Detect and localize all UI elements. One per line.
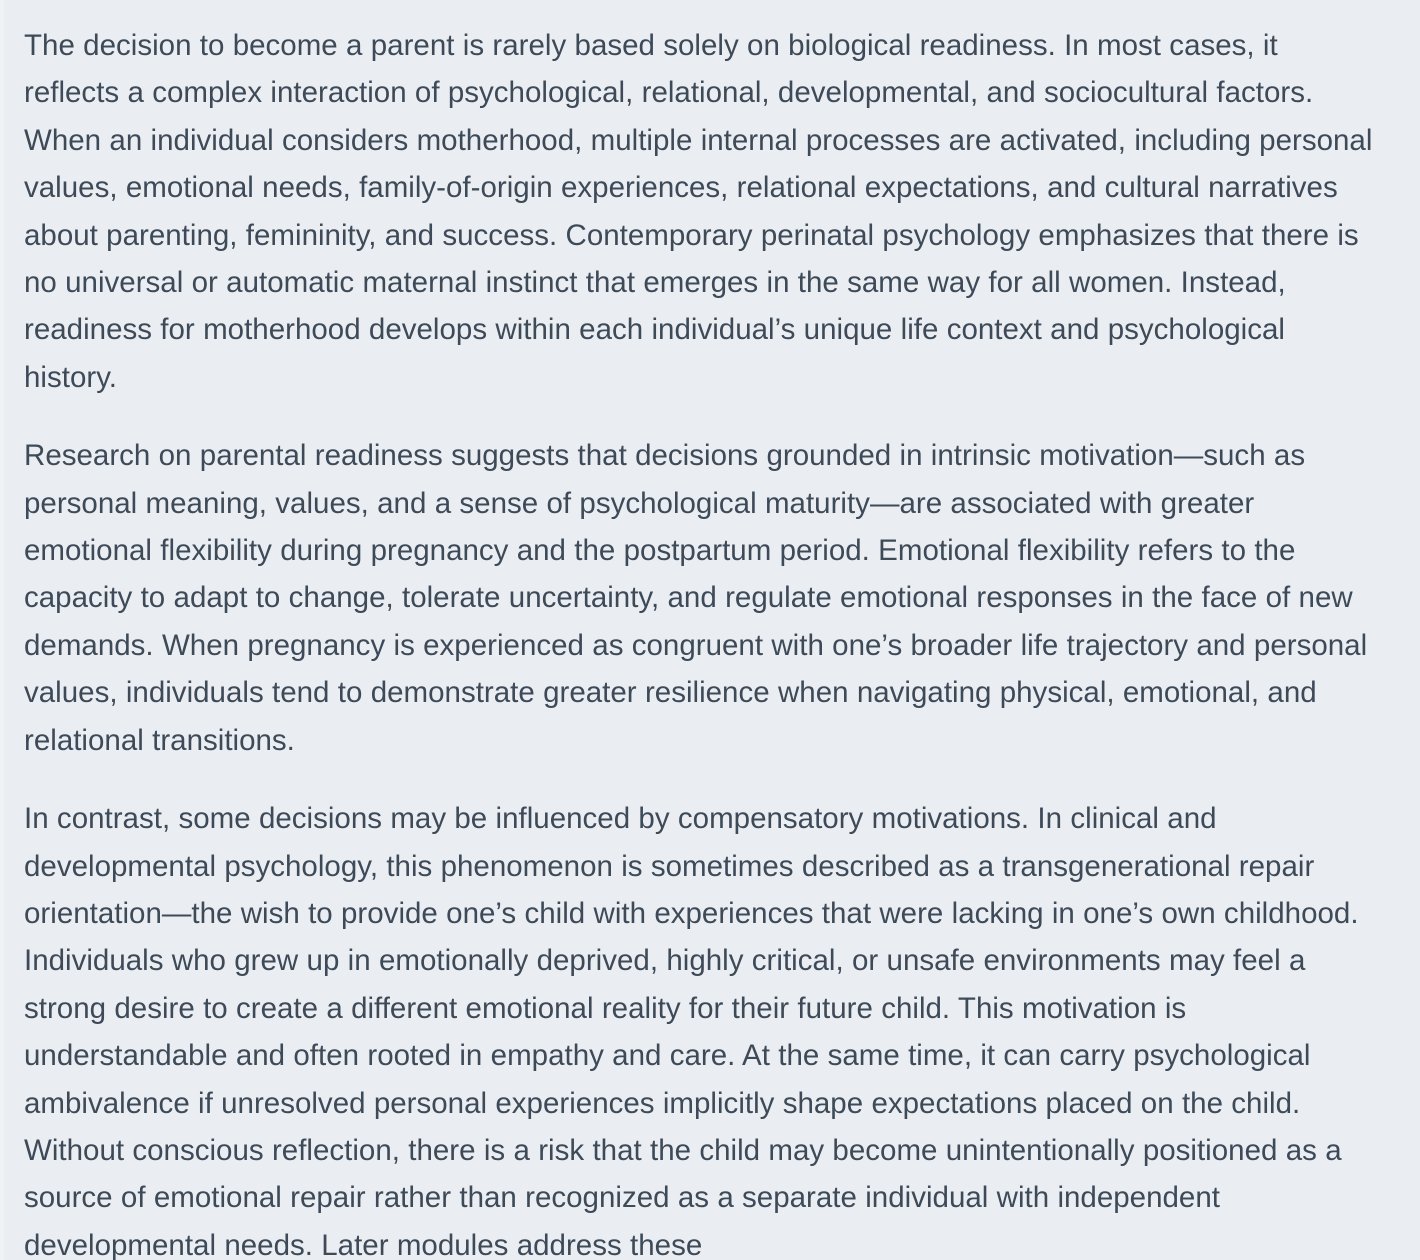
paragraph-3: In contrast, some decisions may be influenced by compensatory motivations. In clinical and developmental psychology, this phenomenon is sometimes described as a transgenerational repair orientation—the wish to provide one’s child with experiences that were lacking in one’s own childhood. Individuals who grew up in emotionally deprived, highly critical, or unsafe environments may feel a strong desire to create a different emotional reality for their future child. This motivation is understandable and often rooted in empathy and care. At the same time, it can carry psychological ambivalence if unresolved personal experiences implicitly shape expectations placed on the child. Without conscious reflection, there is a risk that the child may become unintentionally positioned as a source of emotional repair rather than recognized as a separate individual with independent developmental needs. Later modules address these (24, 802, 1359, 1260)
left-edge-strip (0, 0, 4, 1260)
paragraph-1: The decision to become a parent is rarely based solely on biological readiness. In most cases, it reflects a complex interaction of psychological, relational, developmental, and sociocultural factors. When an individual considers motherhood, multiple internal processes are activated, including personal values, emotional needs, family-of-origin experiences, relational expectations, and cultural narratives about parenting, femininity, and success. Contemporary perinatal psychology emphasizes that there is no universal or automatic maternal instinct that emerges in the same way for all women. Instead, readiness for motherhood develops within each individual’s unique life context and psychological history. (24, 29, 1373, 394)
paragraph-2: Research on parental readiness suggests that decisions grounded in intrinsic motivation—such as personal meaning, values, and a sense of psychological maturity—are associated with greater emotional flexibility during pregnancy and the postpartum period. Emotional flexibility refers to the capacity to adapt to change, tolerate uncertainty, and regulate emotional responses in the face of new demands. When pregnancy is experienced as congruent with one’s broader life trajectory and personal values, individuals tend to demonstrate greater resilience when navigating physical, emotional, and relational transitions. (24, 439, 1368, 757)
article-body (24, 22, 1380, 1260)
